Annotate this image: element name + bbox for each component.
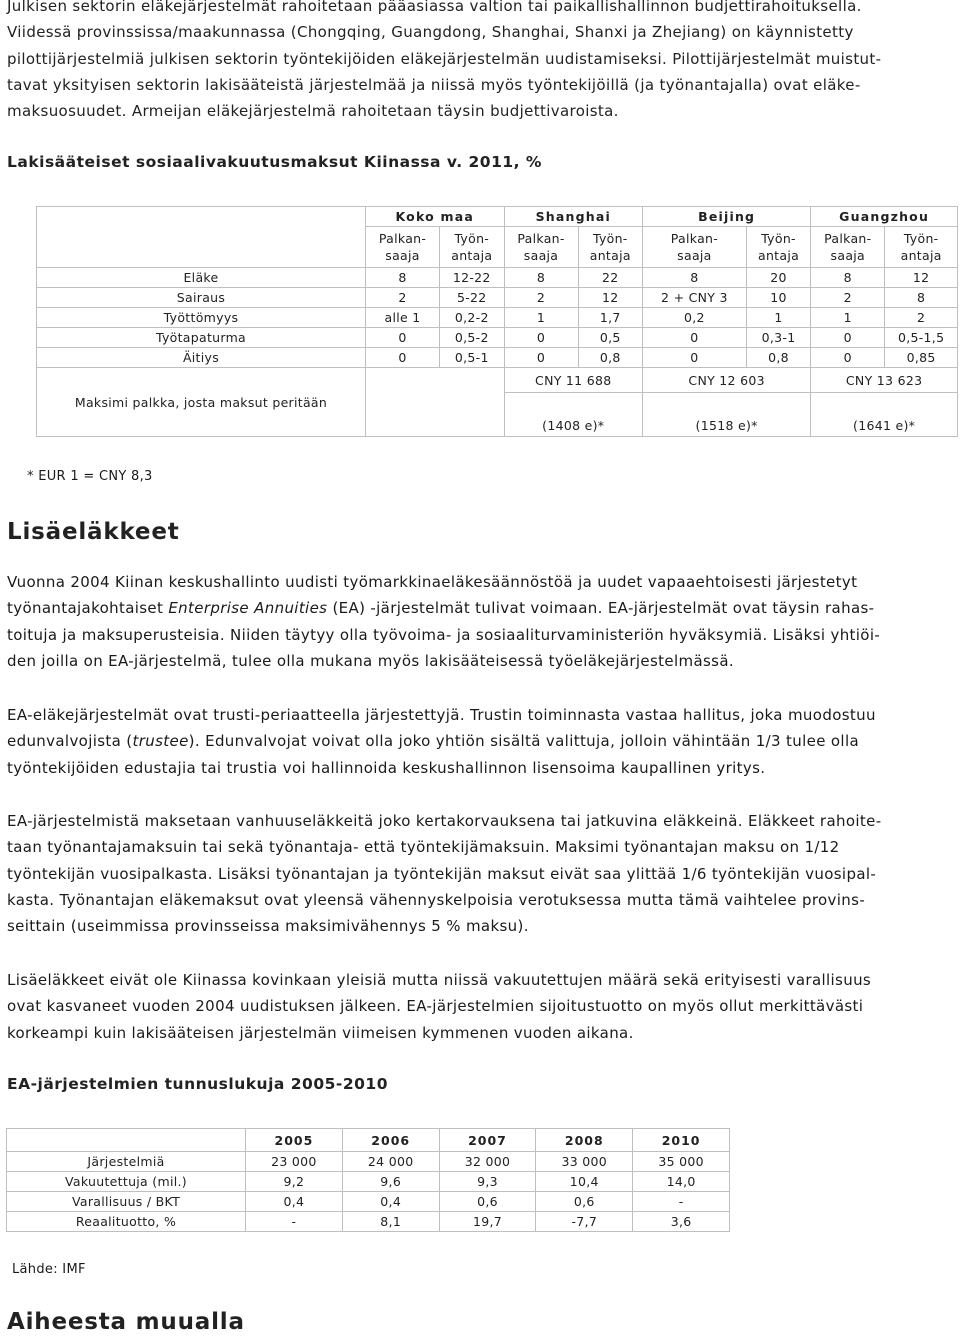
paragraph-4 (7, 967, 953, 1046)
table-cell: 0,2 (643, 308, 747, 328)
text-line: EA-järjestelmistä maksetaan vanhuuseläkkeitä joko kertakorvauksena tai jatkuvina eläkkeinä. Eläkkeet rahoite- (7, 812, 882, 830)
table-cell: 8 (504, 268, 578, 288)
table-cell: 0,85 (885, 348, 958, 368)
table2-title: EA-järjestelmien tunnuslukuja 2005-2010 (7, 1075, 388, 1093)
subheader-employer: Työn- antaja (578, 227, 642, 268)
text-line: ovat kasvaneet vuoden 2004 uudistuksen jälkeen. EA-järjestelmien sijoitustuotto on myös ollut merkittävästi (7, 997, 864, 1016)
table-cell: 35 000 (633, 1152, 730, 1172)
table-cell: 0,6 (536, 1192, 633, 1212)
table-cell: 12 (885, 268, 958, 288)
max-salary-label: Maksimi palkka, josta maksut peritään (37, 368, 366, 437)
table-row (37, 328, 958, 348)
row-label: Sairaus (37, 288, 366, 308)
table-cell: 3,6 (633, 1212, 730, 1232)
table-cell: 0,2-2 (440, 308, 504, 328)
table-cell: 0 (366, 348, 440, 368)
region-header: Shanghai (504, 207, 643, 227)
table-cell: 0 (504, 348, 578, 368)
region-header: Beijing (643, 207, 811, 227)
subheader-employee: Palkan- saaja (366, 227, 440, 268)
table-cell: 8,1 (342, 1212, 439, 1232)
intro-paragraph (7, 0, 953, 124)
year-header: 2007 (439, 1129, 536, 1152)
row-label: Työtapaturma (37, 328, 366, 348)
table-cell: 2 (366, 288, 440, 308)
table-cell: 9,3 (439, 1172, 536, 1192)
row-label: Työttömyys (37, 308, 366, 328)
table-cell: 2 (504, 288, 578, 308)
table-cell: 2 (811, 288, 885, 308)
table-cell: 1 (746, 308, 810, 328)
table-cell: 0,5 (578, 328, 642, 348)
table-cell: 32 000 (439, 1152, 536, 1172)
table-cell: - (246, 1212, 343, 1232)
table-row (37, 268, 958, 288)
table-cell: 22 (578, 268, 642, 288)
table-cell: 2 (885, 308, 958, 328)
table-cell: 10 (746, 288, 810, 308)
text-line: työnantajakohtaiset Enterprise Annuities (EA) -järjestelmät tulivat voimaan. EA-järjestelmät ovat täysin rahas- (7, 599, 875, 618)
table-cell: 1,7 (578, 308, 642, 328)
row-label: Eläke (37, 268, 366, 288)
subheader-employee: Palkan- saaja (811, 227, 885, 268)
table-row (7, 1212, 730, 1232)
table-cell: 9,2 (246, 1172, 343, 1192)
table-cell: 2 + CNY 3 (643, 288, 747, 308)
subheader-employee: Palkan- saaja (643, 227, 747, 268)
max-eur: (1408 e)* (504, 393, 643, 437)
region-header: Koko maa (366, 207, 505, 227)
table-cell: 0,4 (246, 1192, 343, 1212)
year-header: 2010 (633, 1129, 730, 1152)
table-row (37, 348, 958, 368)
table-cell: 14,0 (633, 1172, 730, 1192)
row-label: Järjestelmiä (7, 1152, 246, 1172)
table-cell: 0 (811, 348, 885, 368)
table-cell: 9,6 (342, 1172, 439, 1192)
ea-stats-table (6, 1128, 730, 1232)
table-cell: 20 (746, 268, 810, 288)
table-corner (37, 207, 366, 268)
row-label: Äitiys (37, 348, 366, 368)
intro-line: Julkisen sektorin eläkejärjestelmät rahoitetaan pääasiassa valtion tai paikallishallinnon budjettirahoituksella. (7, 0, 862, 15)
intro-line: tavat yksityisen sektorin lakisääteistä järjestelmää ja niissä myös työntekijöillä (ja työnantajalla) ovat eläke- (7, 75, 861, 94)
paragraph-2 (7, 702, 953, 781)
table-cell: 8 (643, 268, 747, 288)
table-cell: 0,5-2 (440, 328, 504, 348)
table-corner (7, 1129, 246, 1152)
max-eur: (1641 e)* (811, 393, 958, 437)
table-cell: 8 (366, 268, 440, 288)
table-cell: 1 (811, 308, 885, 328)
table-cell: alle 1 (366, 308, 440, 328)
source-note: Lähde: IMF (12, 1262, 86, 1277)
footer-heading: Aiheesta muualla (7, 1309, 245, 1335)
paragraph-3 (7, 808, 953, 939)
text-line: toituja ja maksuperusteisia. Niiden täytyy olla työvoima- ja sosiaaliturvaministeriön hyväksymiä. Lisäksi yhtiöi- (7, 625, 881, 644)
italic-term: trustee (132, 732, 189, 751)
table-cell: 19,7 (439, 1212, 536, 1232)
table-cell: 0,6 (439, 1192, 536, 1212)
footnote: * EUR 1 = CNY 8,3 (27, 469, 153, 484)
intro-line: Viidessä provinssissa/maakunnassa (Chongqing, Guangdong, Shanghai, Shanxi ja Zhejiang) on käynnistetty (7, 23, 854, 42)
text-line: Lisäeläkkeet eivät ole Kiinassa kovinkaan yleisiä mutta niissä vakuutettujen määrä sekä erityisesti varallisuus (7, 971, 872, 989)
text-line: edunvalvojista (trustee). Edunvalvojat voivat olla joko yhtiön sisältä valittuja, jolloin vähintään 1/3 tulee olla (7, 732, 860, 751)
text-line: korkeampi kuin lakisääteisen järjestelmän viimeisen kymmenen vuoden aikana. (7, 1023, 634, 1042)
table-cell: 0 (643, 328, 747, 348)
empty-cell (366, 368, 505, 437)
intro-line: maksuosuudet. Armeijan eläkejärjestelmä rahoitetaan täysin budjettivaroista. (7, 102, 619, 121)
table-cell: 8 (811, 268, 885, 288)
table-cell: - (633, 1192, 730, 1212)
max-cny: CNY 13 623 (811, 368, 958, 393)
table1-title: Lakisääteiset sosiaalivakuutusmaksut Kiinassa v. 2011, % (7, 153, 542, 171)
contributions-table (36, 206, 958, 437)
year-header: 2005 (246, 1129, 343, 1152)
table-cell: 33 000 (536, 1152, 633, 1172)
max-eur: (1518 e)* (643, 393, 811, 437)
table-cell: 1 (504, 308, 578, 328)
table-cell: 8 (885, 288, 958, 308)
subheader-employer: Työn- antaja (440, 227, 504, 268)
text-line: työntekijöiden edustajia tai trustia voi hallinnoida keskushallinnon lisensoima kaupallinen yritys. (7, 758, 766, 777)
row-label: Vakuutettuja (mil.) (7, 1172, 246, 1192)
intro-line: pilottijärjestelmiä julkisen sektorin työntekijöiden eläkejärjestelmän uudistamiseksi. Pilottijärjestelmät muistut- (7, 49, 882, 68)
year-header: 2008 (536, 1129, 633, 1152)
table-cell: 0 (811, 328, 885, 348)
table-row (7, 1172, 730, 1192)
table-cell: 24 000 (342, 1152, 439, 1172)
table-cell: 0,4 (342, 1192, 439, 1212)
table-cell: 5-22 (440, 288, 504, 308)
text-line: Vuonna 2004 Kiinan keskushallinto uudisti työmarkkinaeläkesäännöstöä ja uudet vapaaehtoisesti järjestetyt (7, 573, 858, 591)
table-cell: 0 (366, 328, 440, 348)
text-line: den joilla on EA-järjestelmä, tulee olla mukana myös lakisääteisessä työeläkejärjestelmässä. (7, 651, 734, 670)
row-label: Varallisuus / BKT (7, 1192, 246, 1212)
table-cell: 0,3-1 (746, 328, 810, 348)
table-row (37, 308, 958, 328)
table-cell: 23 000 (246, 1152, 343, 1172)
subheader-employer: Työn- antaja (885, 227, 958, 268)
max-cny: CNY 11 688 (504, 368, 643, 393)
table-cell: 12-22 (440, 268, 504, 288)
table-cell: 0 (504, 328, 578, 348)
table-cell: 12 (578, 288, 642, 308)
italic-term: Enterprise Annuities (168, 599, 328, 618)
subheader-employee: Palkan- saaja (504, 227, 578, 268)
text-line: työntekijän vuosipalkasta. Lisäksi työnantajan ja työntekijän maksut eivät saa ylittää 1/6 työntekijän vuosipal- (7, 864, 877, 883)
region-header: Guangzhou (811, 207, 958, 227)
text-line: taan työnantajamaksuin tai sekä työnantaja- että työntekijämaksuin. Maksimi työnantajan maksu on 1/12 (7, 838, 840, 857)
text-line: kasta. Työnantajan eläkemaksut ovat yleensä vähennyskelpoisia verotuksessa mutta tämä vaihtelee provins- (7, 890, 866, 909)
table-cell: 0 (643, 348, 747, 368)
text-line: seittain (useimmissa provinsseissa maksimivähennys 5 % maksu). (7, 917, 529, 936)
table-row (7, 1152, 730, 1172)
paragraph-1 (7, 569, 953, 674)
table-cell: 0,5-1,5 (885, 328, 958, 348)
table-cell: 0,8 (578, 348, 642, 368)
year-header: 2006 (342, 1129, 439, 1152)
max-cny: CNY 12 603 (643, 368, 811, 393)
table-cell: 10,4 (536, 1172, 633, 1192)
table-row (7, 1192, 730, 1212)
table-row (37, 288, 958, 308)
table-cell: 0,5-1 (440, 348, 504, 368)
text-line: EA-eläkejärjestelmät ovat trusti-periaatteella järjestettyjä. Trustin toiminnasta vastaa hallitus, joka muodostuu (7, 706, 876, 724)
table-cell: -7,7 (536, 1212, 633, 1232)
row-label: Reaalituotto, % (7, 1212, 246, 1232)
subheader-employer: Työn- antaja (746, 227, 810, 268)
table-cell: 0,8 (746, 348, 810, 368)
section-heading: Lisäeläkkeet (7, 519, 180, 545)
